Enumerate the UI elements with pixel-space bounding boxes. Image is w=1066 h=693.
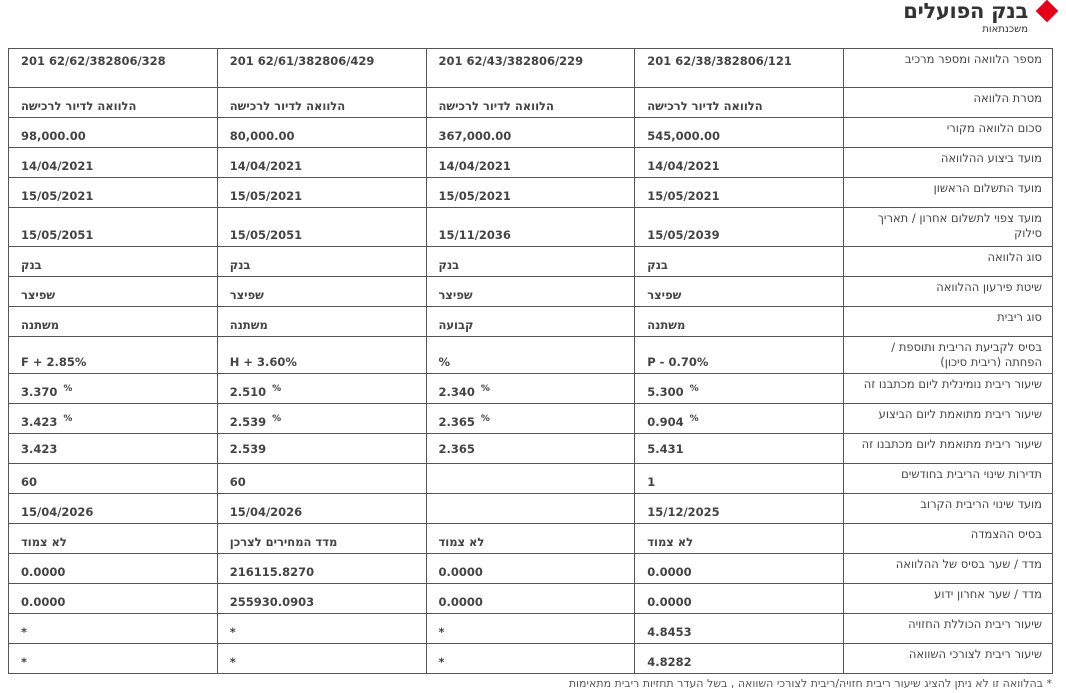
row-label: מטרת הלוואה	[844, 88, 1053, 118]
percent-mark: %	[63, 384, 73, 395]
loan-4-value: 3.423	[9, 434, 218, 464]
loan-2-value: *	[426, 644, 635, 674]
loan-3-value: מדד המחירים לצרכן	[217, 524, 426, 554]
table-row	[9, 614, 1053, 644]
loan-2-value: שפיצר	[426, 277, 635, 307]
row-label: סכום הלוואה מקורי	[844, 118, 1053, 148]
row-label: שיעור ריבית נומינלית ליום מכתבנו זה	[844, 374, 1053, 404]
loan-2-value: 14/04/2021	[426, 148, 635, 178]
row-label: שיטת פירעון ההלוואה	[844, 277, 1053, 307]
rate-value: 0.904	[647, 415, 684, 429]
loan-3-value: 15/04/2026	[217, 494, 426, 524]
table-row	[9, 208, 1053, 247]
loan-3-value: 216115.8270	[217, 554, 426, 584]
loan-1-value: 14/04/2021	[635, 148, 844, 178]
loan-3-value	[217, 404, 426, 434]
loan-2-value	[426, 404, 635, 434]
table-row	[9, 584, 1053, 614]
loan-2-value: 0.0000	[426, 554, 635, 584]
table-row	[9, 434, 1053, 464]
loan-2-value: הלוואה לדיור לרכישה	[426, 88, 635, 118]
rate-value: 5.300	[647, 385, 684, 399]
table-row	[9, 374, 1053, 404]
table-row	[9, 178, 1053, 208]
loan-1-value: 15/05/2039	[635, 208, 844, 247]
loan-1-value: 545,000.00	[635, 118, 844, 148]
percent-mark: %	[63, 414, 73, 425]
loan-2-value: 62/43/382806/229 201	[426, 49, 635, 88]
loan-1-value	[635, 374, 844, 404]
loan-2-value: 2.365	[426, 434, 635, 464]
rate-value: 2.365	[438, 415, 475, 429]
row-label: מדד / שער אחרון ידוע	[844, 584, 1053, 614]
percent-mark: %	[689, 414, 699, 425]
loan-2-value: לא צמוד	[426, 524, 635, 554]
loan-4-value: 14/04/2021	[9, 148, 218, 178]
loan-4-value: F + 2.85%	[9, 337, 218, 374]
row-label: תדירות שינוי הריבית בחודשים	[844, 464, 1053, 494]
loan-1-value: 0.0000	[635, 584, 844, 614]
loan-2-value	[426, 374, 635, 404]
loan-2-value: 15/11/2036	[426, 208, 635, 247]
loan-4-value	[9, 374, 218, 404]
row-label: שיעור ריבית לצורכי השוואה	[844, 644, 1053, 674]
loan-3-value: משתנה	[217, 307, 426, 337]
table-row	[9, 118, 1053, 148]
loan-3-value: 15/05/2051	[217, 208, 426, 247]
loan-4-value: משתנה	[9, 307, 218, 337]
loan-1-value: 4.8282	[635, 644, 844, 674]
loan-3-value: 255930.0903	[217, 584, 426, 614]
loan-2-value	[426, 464, 635, 494]
percent-mark: %	[272, 384, 282, 395]
loan-3-value: הלוואה לדיור לרכישה	[217, 88, 426, 118]
rate-value: 2.539	[229, 415, 267, 429]
loan-1-value: 1	[635, 464, 844, 494]
row-label: שיעור ריבית מתואמת ליום מכתבנו זה	[844, 434, 1053, 464]
loan-3-value: H + 3.60%	[217, 337, 426, 374]
table-row	[9, 337, 1053, 374]
percent-mark: %	[272, 414, 282, 425]
loan-4-value: 15/04/2026	[9, 494, 218, 524]
row-label: שיעור ריבית מתואמת ליום הביצוע	[844, 404, 1053, 434]
row-label: מדד / שער בסיס של ההלוואה	[844, 554, 1053, 584]
loan-2-value: 15/05/2021	[426, 178, 635, 208]
row-label: מועד התשלום הראשון	[844, 178, 1053, 208]
loan-3-value: 15/05/2021	[217, 178, 426, 208]
footnote: * בהלוואה זו לא ניתן להציג שיעור ריבית חזויה/ריבית לצורכי השוואה , בשל העדר תחזיות ריבית מתאימות	[568, 677, 1052, 690]
percent-mark: %	[480, 414, 490, 425]
table-row	[9, 644, 1053, 674]
percent-mark: %	[689, 384, 699, 395]
loan-1-value: 15/12/2025	[635, 494, 844, 524]
row-label: סוג הלוואה	[844, 247, 1053, 277]
loan-1-value: 15/05/2021	[635, 178, 844, 208]
loan-3-value: 60	[217, 464, 426, 494]
loan-2-value: 367,000.00	[426, 118, 635, 148]
loan-4-value: 15/05/2051	[9, 208, 218, 247]
row-label: מספר הלוואה ומספר מרכיב	[844, 49, 1053, 88]
row-label: מועד צפוי לתשלום אחרון / תאריך סילוק	[844, 208, 1053, 247]
loan-1-value	[635, 404, 844, 434]
table-row	[9, 88, 1053, 118]
loan-1-value: לא צמוד	[635, 524, 844, 554]
row-label: מועד שינוי הריבית הקרוב	[844, 494, 1053, 524]
table-row	[9, 277, 1053, 307]
loan-1-value: P - 0.70%	[635, 337, 844, 374]
loan-1-value: בנק	[635, 247, 844, 277]
table-row	[9, 404, 1053, 434]
loan-3-value: 62/61/382806/429 201	[217, 49, 426, 88]
loan-3-value: *	[217, 614, 426, 644]
loan-4-value: *	[9, 644, 218, 674]
bank-name: בנק הפועלים	[903, 0, 1028, 23]
bank-logo-diamond-icon	[1036, 0, 1059, 22]
rate-value: 3.370	[21, 385, 58, 399]
rate-value: 2.340	[438, 385, 475, 399]
table-row	[9, 494, 1053, 524]
row-label: סוג ריבית	[844, 307, 1053, 337]
table-row	[9, 307, 1053, 337]
loan-3-value	[217, 374, 426, 404]
loan-1-value: 62/38/382806/121 201	[635, 49, 844, 88]
loan-1-value: הלוואה לדיור לרכישה	[635, 88, 844, 118]
table-row	[9, 148, 1053, 178]
brand-header	[658, 0, 1058, 46]
loan-2-value: *	[426, 614, 635, 644]
loan-3-value: בנק	[217, 247, 426, 277]
loan-4-value: בנק	[9, 247, 218, 277]
table-row	[9, 247, 1053, 277]
loan-3-value: שפיצר	[217, 277, 426, 307]
loan-2-value: 0.0000	[426, 584, 635, 614]
table-row	[9, 49, 1053, 88]
loan-2-value: קבועה	[426, 307, 635, 337]
loan-4-value: *	[9, 614, 218, 644]
loan-1-value: 4.8453	[635, 614, 844, 644]
loan-4-value: שפיצר	[9, 277, 218, 307]
loan-4-value	[9, 404, 218, 434]
loan-3-value: 2.539	[217, 434, 426, 464]
rate-value: 2.510	[229, 385, 267, 399]
loan-1-value: 5.431	[635, 434, 844, 464]
row-label: בסיס לקביעת הריבית ותוספת / הפחתה (ריבית סיכון)	[844, 337, 1053, 374]
row-label: שיעור ריבית הכוללת החזויה	[844, 614, 1053, 644]
table-row	[9, 524, 1053, 554]
loan-4-value: 60	[9, 464, 218, 494]
loan-4-value: הלוואה לדיור לרכישה	[9, 88, 218, 118]
bank-division: משכנתאות	[982, 24, 1028, 35]
loan-4-value: לא צמוד	[9, 524, 218, 554]
percent-mark: %	[480, 384, 490, 395]
row-label: בסיס ההצמדה	[844, 524, 1053, 554]
table-row	[9, 464, 1053, 494]
loan-4-value: 15/05/2021	[9, 178, 218, 208]
loan-2-value: %	[426, 337, 635, 374]
loan-4-value: 0.0000	[9, 554, 218, 584]
loan-1-value: 0.0000	[635, 554, 844, 584]
row-label: מועד ביצוע ההלוואה	[844, 148, 1053, 178]
loan-4-value: 0.0000	[9, 584, 218, 614]
loan-2-value	[426, 494, 635, 524]
loan-2-value: בנק	[426, 247, 635, 277]
table-row	[9, 554, 1053, 584]
loan-3-value: 14/04/2021	[217, 148, 426, 178]
loan-details-table	[8, 48, 1053, 674]
loan-4-value: 62/62/382806/328 201	[9, 49, 218, 88]
rate-value: 3.423	[21, 415, 58, 429]
loan-4-value: 98,000.00	[9, 118, 218, 148]
loan-1-value: משתנה	[635, 307, 844, 337]
loan-1-value: שפיצר	[635, 277, 844, 307]
loan-3-value: *	[217, 644, 426, 674]
loan-3-value: 80,000.00	[217, 118, 426, 148]
